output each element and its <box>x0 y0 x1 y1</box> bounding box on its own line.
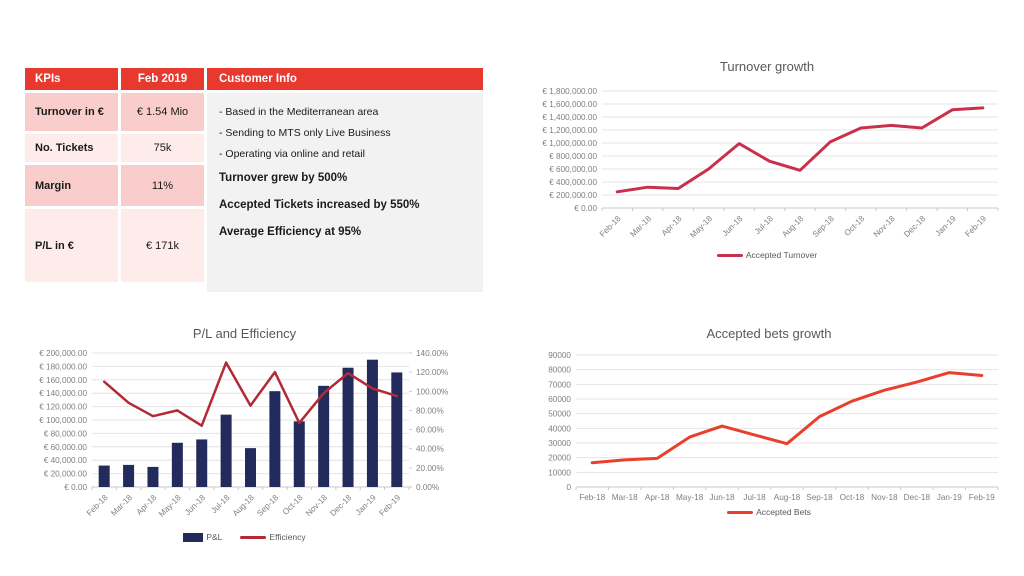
pl-efficiency-chart <box>22 325 467 542</box>
x-axis-tick-label: Nov-18 <box>871 214 897 240</box>
bar-Nov-18 <box>318 386 329 487</box>
y-axis-tick-label: € 100,000.00 <box>39 416 87 425</box>
y-axis-tick-label: 90000 <box>548 351 571 360</box>
x-axis-tick-label: Dec-18 <box>902 214 928 240</box>
right-axis-tick-label: 140.00% <box>416 349 449 358</box>
kpi-label-pl: P/L in € <box>25 209 118 282</box>
y-axis-tick-label: € 80,000.00 <box>43 429 87 439</box>
right-axis-tick-label: 60.00% <box>416 425 444 435</box>
accepted-bets-chart <box>528 325 1010 517</box>
right-axis-tick-label: 100.00% <box>416 387 449 397</box>
y-axis-tick-label: 50000 <box>548 409 571 419</box>
chart-title: Turnover growth <box>719 59 815 74</box>
x-axis-tick-label: Jul-18 <box>743 493 766 502</box>
kpi-value-tickets: 75k <box>121 134 204 162</box>
y-axis-tick-label: € 20,000.00 <box>43 469 87 479</box>
pl-efficiency-chart-plot <box>22 345 467 530</box>
pl-efficiency-chart-legend <box>22 532 467 542</box>
bar-May-18 <box>172 443 183 487</box>
customer-info-column <box>207 68 483 292</box>
y-axis-tick-label: € 0.00 <box>574 204 597 213</box>
y-axis-tick-label: 70000 <box>548 380 571 390</box>
x-axis-tick-label: Feb-19 <box>377 493 403 518</box>
legend-item <box>183 532 222 542</box>
series-line <box>592 373 982 463</box>
x-axis-tick-label: Apr-18 <box>644 493 670 502</box>
kpi-label-tickets: No. Tickets <box>25 134 118 162</box>
right-axis-tick-label: 40.00% <box>416 444 444 454</box>
y-axis-tick-label: € 0.00 <box>64 483 87 492</box>
y-axis-tick-label: € 1,800,000.00 <box>542 87 597 96</box>
right-axis-tick-label: 0.00% <box>416 483 440 492</box>
customer-info-body <box>207 93 483 292</box>
accepted-bets-chart-legend <box>528 507 1010 517</box>
bar-Jun-18 <box>196 439 207 487</box>
chart-title: Accepted bets growth <box>706 326 832 341</box>
x-axis-tick-label: May-18 <box>157 493 183 519</box>
bar-Sep-18 <box>269 391 280 487</box>
x-axis-tick-label: Aug-18 <box>780 214 806 240</box>
turnover-chart-legend <box>528 250 1006 260</box>
y-axis-tick-label: € 200,000.00 <box>39 349 87 358</box>
x-axis-tick-label: Jul-18 <box>752 214 775 237</box>
customer-info-header: Customer Info <box>207 68 483 90</box>
x-axis-tick-label: Nov-18 <box>871 493 898 502</box>
legend-line-swatch <box>240 536 266 539</box>
period-header: Feb 2019 <box>121 68 204 90</box>
kpi-header: KPIs <box>25 68 118 90</box>
legend-line-swatch <box>717 254 743 257</box>
y-axis-tick-label: 30000 <box>548 439 571 448</box>
customer-info-bullet: - Based in the Mediterranean area <box>219 106 379 118</box>
x-axis-tick-label: Mar-18 <box>628 214 654 239</box>
bar-Aug-18 <box>245 448 256 487</box>
y-axis-tick-label: € 180,000.00 <box>39 362 87 372</box>
right-axis-tick-label: 20.00% <box>416 463 444 473</box>
y-axis-tick-label: € 1,400,000.00 <box>542 113 597 122</box>
customer-info-highlight: Average Efficiency at 95% <box>219 226 362 238</box>
y-axis-tick-label: € 140,000.00 <box>39 389 87 399</box>
x-axis-tick-label: Oct-18 <box>280 493 305 517</box>
x-axis-tick-label: Dec-18 <box>328 493 354 519</box>
bar-Jan-19 <box>367 360 378 487</box>
bar-Feb-18 <box>99 466 110 487</box>
y-axis-tick-label: 20000 <box>548 453 571 463</box>
x-axis-tick-label: May-18 <box>675 493 704 502</box>
kpi-label-turnover: Turnover in € <box>25 93 118 131</box>
customer-info-highlight: Accepted Tickets increased by 550% <box>219 199 420 211</box>
legend-label: Efficiency <box>269 532 306 542</box>
right-axis-tick-label: 120.00% <box>416 368 449 378</box>
y-axis-tick-label: 80000 <box>548 365 571 375</box>
x-axis-tick-label: Mar-18 <box>109 493 134 518</box>
y-axis-tick-label: € 1,200,000.00 <box>542 126 597 135</box>
x-axis-tick-label: Aug-18 <box>773 493 801 502</box>
x-axis-tick-label: Oct-18 <box>839 493 865 502</box>
y-axis-tick-label: 0 <box>566 483 571 492</box>
x-axis-tick-label: Sep-18 <box>255 493 281 519</box>
x-axis-tick-label: Sep-18 <box>810 214 836 240</box>
legend-label: P&L <box>206 532 223 542</box>
y-axis-tick-label: € 40,000.00 <box>43 456 87 466</box>
kpi-label-margin: Margin <box>25 165 118 206</box>
accepted-bets-chart-plot <box>528 345 1010 505</box>
kpi-table <box>25 68 483 292</box>
x-axis-tick-label: Jul-18 <box>209 493 232 516</box>
y-axis-tick-label: 60000 <box>548 395 571 404</box>
y-axis-tick-label: € 1,000,000.00 <box>542 139 597 148</box>
turnover-chart-plot <box>528 78 1006 248</box>
kpi-value-margin: 11% <box>121 165 204 206</box>
x-axis-tick-label: Apr-18 <box>134 493 159 517</box>
bar-Mar-18 <box>123 465 134 487</box>
x-axis-tick-label: Nov-18 <box>304 493 330 519</box>
x-axis-tick-label: Oct-18 <box>842 214 867 238</box>
y-axis-tick-label: € 800,000.00 <box>549 152 597 161</box>
x-axis-tick-label: Feb-18 <box>597 214 623 239</box>
y-axis-tick-label: € 1,600,000.00 <box>542 100 597 109</box>
x-axis-tick-label: Mar-18 <box>611 493 638 502</box>
x-axis-tick-label: Jan-19 <box>933 214 958 239</box>
customer-info-highlight: Turnover grew by 500% <box>219 172 348 184</box>
legend-label: Accepted Turnover <box>745 250 818 260</box>
customer-info-bullet: - Operating via online and retail <box>219 148 365 160</box>
bar-Jul-18 <box>221 415 232 487</box>
kpi-value-turnover: € 1.54 Mio <box>121 93 204 131</box>
x-axis-tick-label: May-18 <box>688 214 715 240</box>
y-axis-tick-label: € 120,000.00 <box>39 402 87 412</box>
legend-item <box>240 532 305 542</box>
series-line <box>617 108 983 192</box>
x-axis-tick-label: Feb-19 <box>963 214 989 239</box>
x-axis-tick-label: Sep-18 <box>806 493 833 502</box>
customer-info-bullet: - Sending to MTS only Live Business <box>219 127 391 139</box>
legend-item <box>717 250 817 260</box>
x-axis-tick-label: Apr-18 <box>659 214 684 238</box>
x-axis-tick-label: Feb-18 <box>579 493 606 502</box>
legend-bar-swatch <box>183 533 203 542</box>
bar-Feb-19 <box>391 372 402 487</box>
y-axis-tick-label: € 160,000.00 <box>39 375 87 385</box>
x-axis-tick-label: Jan-19 <box>936 493 962 502</box>
legend-label: Accepted Bets <box>756 507 811 517</box>
right-axis-tick-label: 80.00% <box>416 406 444 416</box>
turnover-growth-chart <box>528 58 1006 260</box>
bar-Apr-18 <box>147 467 158 487</box>
y-axis-tick-label: € 60,000.00 <box>43 442 87 452</box>
y-axis-tick-label: 10000 <box>548 468 571 478</box>
kpi-value-column <box>121 68 204 292</box>
x-axis-tick-label: Dec-18 <box>903 493 931 502</box>
legend-item <box>727 507 811 517</box>
kpi-value-pl: € 171k <box>121 209 204 282</box>
kpi-label-column <box>25 68 118 292</box>
bar-Oct-18 <box>294 421 305 487</box>
legend-line-swatch <box>727 511 753 514</box>
x-axis-tick-label: Jun-18 <box>720 214 745 239</box>
x-axis-tick-label: Aug-18 <box>230 493 256 519</box>
y-axis-tick-label: 40000 <box>548 424 571 434</box>
x-axis-tick-label: Feb-18 <box>84 493 110 518</box>
bar-Dec-18 <box>343 368 354 487</box>
x-axis-tick-label: Jan-19 <box>353 493 378 518</box>
y-axis-tick-label: € 400,000.00 <box>549 178 597 187</box>
y-axis-tick-label: € 600,000.00 <box>549 165 597 174</box>
y-axis-tick-label: € 200,000.00 <box>549 191 597 200</box>
x-axis-tick-label: Jun-18 <box>709 493 735 502</box>
chart-title: P/L and Efficiency <box>192 326 297 341</box>
x-axis-tick-label: Feb-19 <box>968 493 995 502</box>
x-axis-tick-label: Jun-18 <box>183 493 208 518</box>
